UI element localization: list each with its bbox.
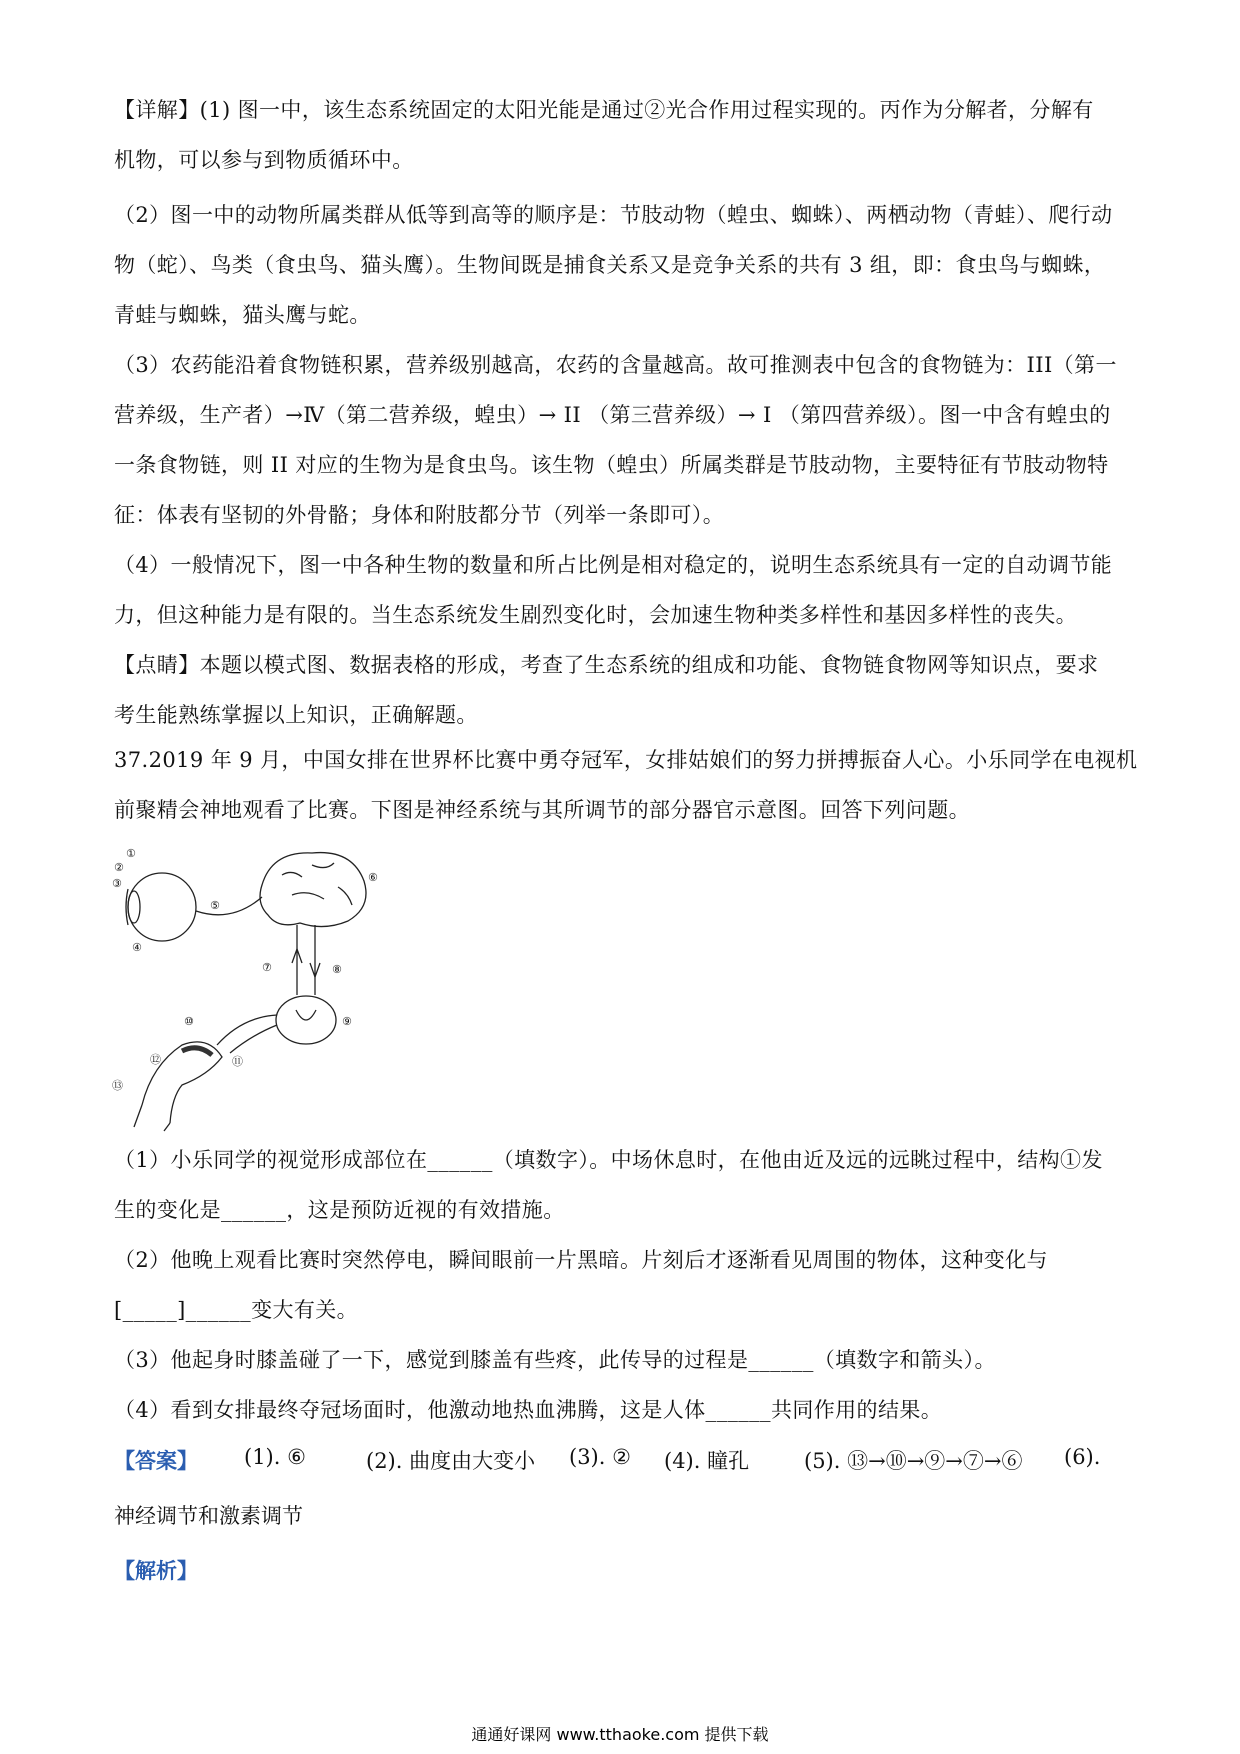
text-line: （2）他晚上观看比赛时突然停电，瞬间眼前一片黑暗。片刻后才逐渐看见周围的物体，这种变化与 [114, 1248, 1048, 1272]
answer-item: (1). ⑥ [244, 1445, 306, 1469]
question-37-part2 [114, 1235, 1129, 1335]
explanation-part2 [114, 190, 1129, 340]
page-footer: 通通好课网 www.tthaoke.com 提供下载 [471, 1725, 769, 1744]
question-37-part1 [114, 1135, 1129, 1235]
figure-label: ⑩ [184, 1015, 194, 1028]
motor-nerve [230, 1025, 277, 1053]
text-line: 一条食物链，则 II 对应的生物为是食虫鸟。该生物（蝗虫）所属类群是节肢动物，主要特征有节肢动物特 [114, 453, 1109, 477]
answer-tail: 神经调节和激素调节 [114, 1504, 303, 1528]
eye-lens-shape [128, 891, 140, 923]
figure-label: ② [114, 861, 124, 874]
text-line: [_____]______变大有关。 [114, 1298, 359, 1322]
text-line: 机物，可以参与到物质循环中。 [114, 148, 414, 172]
text-line: （4）看到女排最终夺冠场面时，他激动地热血沸腾，这是人体______共同作用的结果。 [114, 1398, 943, 1422]
text-line: 力，但这种能力是有限的。当生态系统发生剧烈变化时，会加速生物种类多样性和基因多样性的丧失。 [114, 603, 1077, 627]
text-line: 考生能熟练掌握以上知识，正确解题。 [114, 703, 478, 727]
gray-matter [296, 1010, 316, 1020]
figure-label: ① [126, 847, 136, 860]
answer-item: (3). ② [569, 1445, 631, 1469]
text-line: 青蛙与蜘蛛，猫头鹰与蛇。 [114, 303, 371, 327]
answer-item: (4). 瞳孔 [664, 1449, 750, 1473]
text-line: 【详解】(1) 图一中，该生态系统固定的太阳光能是通过②光合作用过程实现的。丙作为分解者，分解有 [114, 98, 1094, 122]
question-37-part3 [114, 1335, 1129, 1385]
question-37-part4 [114, 1385, 1129, 1435]
text-line: 物（蛇）、鸟类（食虫鸟、猫头鹰）。生物间既是捕食关系又是竞争关系的共有 3 组，即：食虫鸟与蜘蛛， [114, 253, 1106, 277]
text-line: 【点睛】本题以模式图、数据表格的形成，考查了生态系统的组成和功能、食物链食物网等知识点，要求 [114, 653, 1099, 677]
question-37-stem [114, 735, 1138, 835]
explanation-part4 [114, 540, 1129, 640]
text-line: （3）农药能沿着食物链积累，营养级别越高，农药的含量越高。故可推测表中包含的食物链为：III（第一 [114, 353, 1117, 377]
answer-item: (5). ⑬→⑩→⑨→⑦→⑥ [804, 1449, 1023, 1473]
text-line: 37.2019 年 9 月，中国女排在世界杯比赛中勇夺冠军，女排姑娘们的努力拼搏振奋人心。小乐同学在电视机 [114, 748, 1138, 772]
summary-paragraph [114, 640, 1129, 740]
figure-label: ⑥ [368, 871, 378, 884]
text-line: （2）图一中的动物所属类群从低等到高等的顺序是：节肢动物（蝗虫、蜘蛛）、两栖动物（青蛙）、爬行动 [114, 203, 1113, 227]
figure-label: ⑧ [332, 963, 342, 976]
answer-tag: 【答案】 [114, 1448, 198, 1473]
figure-label: ⑫ [150, 1053, 161, 1066]
brain-folds [282, 863, 352, 905]
analysis-tag: 【解析】 [114, 1558, 198, 1583]
figure-label: ⑤ [210, 899, 220, 912]
figure-label: ③ [112, 877, 122, 890]
explanation-part3 [114, 340, 1129, 540]
answer-item: (2). 曲度由大变小 [366, 1449, 536, 1473]
text-line: （4）一般情况下，图一中各种生物的数量和所占比例是相对稳定的，说明生态系统具有一定的自动调节能 [114, 553, 1113, 577]
quadriceps-muscle [182, 1048, 212, 1055]
figure-label: ⑦ [262, 961, 272, 974]
text-line: （3）他起身时膝盖碰了一下，感觉到膝盖有些疼，此传导的过程是______（填数字和箭头）。 [114, 1348, 996, 1372]
text-line: 营养级，生产者）→Ⅳ（第二营养级，蝗虫）→ II （第三营养级）→ I （第四营养级）。图一中含有蝗虫的 [114, 403, 1111, 427]
figure-label: ⑨ [342, 1015, 352, 1028]
text-line: 生的变化是______，这是预防近视的有效措施。 [114, 1198, 565, 1222]
optic-nerve [196, 897, 262, 915]
text-line: 前聚精会神地观看了比赛。下图是神经系统与其所调节的部分器官示意图。回答下列问题。 [114, 798, 970, 822]
figure-label: ⑪ [232, 1055, 243, 1068]
text-line: （1）小乐同学的视觉形成部位在______（填数字）。中场休息时，在他由近及远的远眺过程中，结构①发 [114, 1148, 1103, 1172]
eyeball-shape [128, 873, 196, 941]
nervous-system-figure [112, 845, 382, 1135]
explanation-part1 [114, 85, 1129, 185]
figure-label: ④ [132, 941, 142, 954]
brain-shape [260, 853, 366, 927]
leg-lower [134, 1105, 170, 1131]
figure-label: ⑬ [112, 1079, 123, 1092]
text-line: 征：体表有坚韧的外骨骼；身体和附肢都分节（列举一条即可）。 [114, 503, 725, 527]
answer-item: (6). [1064, 1445, 1101, 1469]
